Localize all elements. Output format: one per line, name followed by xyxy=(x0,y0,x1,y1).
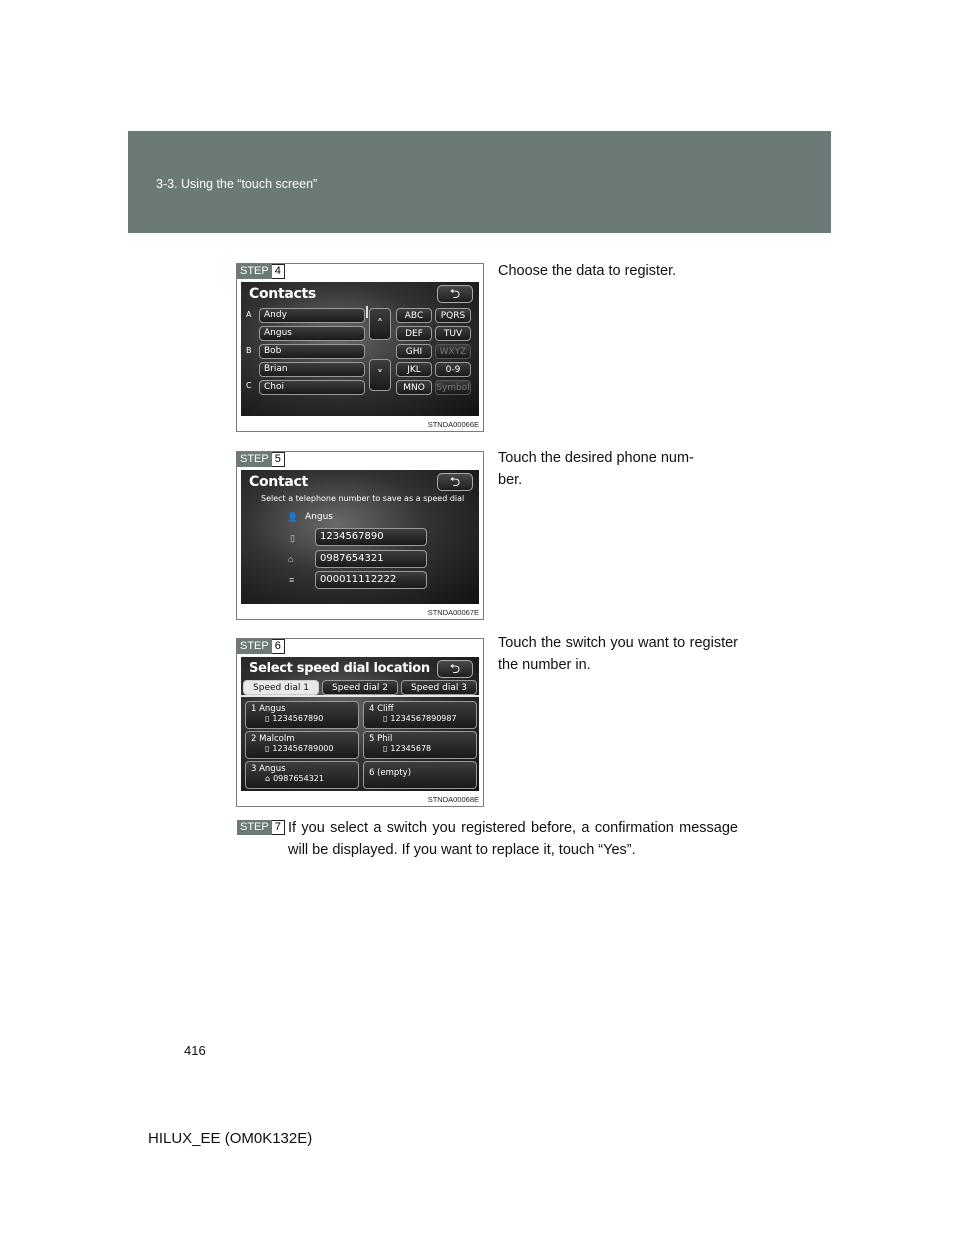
figure-step4 xyxy=(236,263,484,432)
contact-row[interactable]: Choi xyxy=(259,380,365,395)
figure-code: STNDA00066E xyxy=(427,420,479,429)
section-title: 3-3. Using the “touch screen” xyxy=(156,177,318,191)
figure-step6 xyxy=(236,638,484,807)
step-badge: STEP 4 xyxy=(237,264,285,279)
screen-subtitle: Select a telephone number to save as a speed dial xyxy=(261,494,465,503)
contact-row[interactable]: Bob xyxy=(259,344,365,359)
contact-screen xyxy=(241,470,479,604)
double-chevron-down-icon[interactable]: ˅ xyxy=(369,359,391,391)
speed-dial-slot-1[interactable]: 1 Angus ▯ 1234567890 xyxy=(245,701,359,729)
figure-code: STNDA00067E xyxy=(427,608,479,617)
return-arrow-icon[interactable]: ⮌ xyxy=(437,473,473,491)
mobile-phone-icon: ▯ xyxy=(265,744,270,753)
phone-number-button[interactable]: 0987654321 xyxy=(315,550,427,568)
tab-speed-dial-2[interactable]: Speed dial 2 xyxy=(322,680,398,695)
contact-row[interactable]: Angus xyxy=(259,326,365,341)
section-header xyxy=(128,131,831,233)
office-phone-icon: ≡ xyxy=(289,575,295,585)
tab-speed-dial-3[interactable]: Speed dial 3 xyxy=(401,680,477,695)
home-phone-icon: ⌂ xyxy=(265,774,271,783)
speed-dial-slot-3[interactable]: 3 Angus ⌂ 0987654321 xyxy=(245,761,359,789)
mobile-phone-icon: ▯ xyxy=(383,714,388,723)
figure-step5 xyxy=(236,451,484,620)
step-badge: STEP 6 xyxy=(237,639,285,654)
contact-row[interactable]: Brian xyxy=(259,362,365,377)
speed-dial-slot-4[interactable]: 4 Cliff ▯ 1234567890987 xyxy=(363,701,477,729)
step6-text: Touch the switch you want to register the number in. xyxy=(498,635,738,673)
screen-title: Contact xyxy=(249,474,308,490)
contacts-screen xyxy=(241,282,479,416)
step-badge: STEP 5 xyxy=(237,452,285,467)
key-mno[interactable]: MNO xyxy=(396,380,432,395)
key-tuv[interactable]: TUV xyxy=(435,326,471,341)
speed-dial-slot-2[interactable]: 2 Malcolm ▯ 123456789000 xyxy=(245,731,359,759)
figure-code: STNDA00068E xyxy=(427,795,479,804)
contact-row[interactable]: Andy xyxy=(259,308,365,323)
index-letter: C xyxy=(246,381,252,390)
index-letter: B xyxy=(246,346,252,355)
footer-model-code: HILUX_EE (OM0K132E) xyxy=(148,1130,313,1147)
tab-speed-dial-1[interactable]: Speed dial 1 xyxy=(243,680,319,695)
step5-text: Touch the desired phone num- ber. xyxy=(498,450,694,488)
tab-divider xyxy=(241,695,479,697)
step-badge: STEP 7 xyxy=(237,820,285,835)
person-icon: 👤 xyxy=(287,512,299,522)
speed-dial-slot-6[interactable]: 6 (empty) xyxy=(363,761,477,789)
key-ghi[interactable]: GHI xyxy=(396,344,432,359)
screen-title: Select speed dial location xyxy=(249,661,430,676)
step4-text: Choose the data to register. xyxy=(498,263,677,279)
return-arrow-icon[interactable]: ⮌ xyxy=(437,285,473,303)
index-letter: A xyxy=(246,310,252,319)
mobile-phone-icon: ▯ xyxy=(383,744,388,753)
step7-text: If you select a switch you registered before, a confirmation message will be displayed. If you want to replace it, touch “Yes”. xyxy=(288,820,738,858)
speed-dial-screen xyxy=(241,657,479,791)
mobile-phone-icon: ▯ xyxy=(290,533,295,543)
contact-name: Angus xyxy=(305,512,333,522)
key-abc[interactable]: ABC xyxy=(396,308,432,323)
key-symbol: Symbol xyxy=(435,380,471,395)
phone-number-button[interactable]: 1234567890 xyxy=(315,528,427,546)
key-wxyz: WXYZ xyxy=(435,344,471,359)
key-jkl[interactable]: JKL xyxy=(396,362,432,377)
speed-dial-slot-5[interactable]: 5 Phil ▯ 12345678 xyxy=(363,731,477,759)
double-chevron-up-icon[interactable]: ˄ xyxy=(369,308,391,340)
page-number: 416 xyxy=(184,1043,206,1058)
key-def[interactable]: DEF xyxy=(396,326,432,341)
return-arrow-icon[interactable]: ⮌ xyxy=(437,660,473,678)
home-phone-icon: ⌂ xyxy=(288,554,294,564)
key-pqrs[interactable]: PQRS xyxy=(435,308,471,323)
phone-number-button[interactable]: 000011112222 xyxy=(315,571,427,589)
mobile-phone-icon: ▯ xyxy=(265,714,270,723)
scrollbar[interactable] xyxy=(366,306,368,318)
key-0-9[interactable]: 0-9 xyxy=(435,362,471,377)
screen-title: Contacts xyxy=(249,286,316,302)
